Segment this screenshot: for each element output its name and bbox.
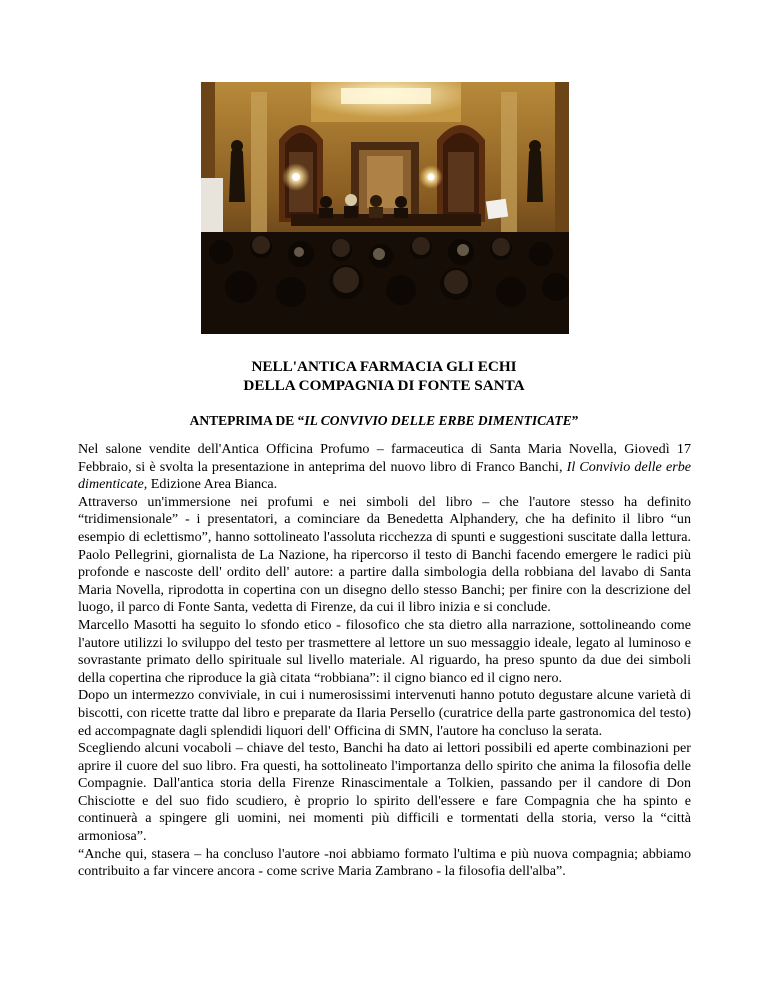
paragraph-2: Attraverso un'immersione nei profumi e nei simboli del libro – che l'autore stesso ha definito “tridimensionale” - i presentatori, a cominciare da Benedetta Alphandery, che ha definito il libro “un esempio di eclettismo”, hanno sottolineato l'assoluta ricchezza di spunti e suggestioni suscitate dalla lettura. (78, 493, 691, 545)
subtitle-prefix: ANTEPRIMA DE “ (189, 413, 305, 428)
headline-line-2: DELLA COMPAGNIA DI FONTE SANTA (243, 377, 525, 394)
paragraph-6: Scegliendo alcuni vocaboli – chiave del testo, Banchi ha dato ai lettori possibili ed aperte combinazioni per aprire il cuore del suo libro. Fra questi, ha sottolineato l'importanza dello spirito che anima la filosofia delle Compagnie. Dall'antica storia della Firenze Rinascimentale a Tolkien, passando per il candore di Don Chisciotte e del suo fido scudiero, è proprio lo spirito dell'essere e fare Compagnia che ha spinto e continuerà a spingere gli uomini, nei momenti più difficili e tormentati della storia, verso la “città armoniosa”. (78, 740, 691, 845)
headline-line-1: NELL'ANTICA FARMACIA GLI ECHI (251, 358, 517, 375)
paragraph-3: Paolo Pellegrini, giornalista de La Nazione, ha ripercorso il testo di Banchi facendo emergere le radici più profonde e nascoste dell' ordito dell' autore: a partire dalla simbologia della robbiana del lavabo di Santa Maria Novella, riprodotta in copertina con un disegno dello stesso Banchi; per finire con la descrizione del luogo, il parco di Fonte Santa, vedetta di Firenze, da cui il libro inizia e si conclude. (78, 546, 691, 616)
paragraph-7: “Anche qui, stasera – ha concluso l'autore -noi abbiamo formato l'ultima e più nuova compagnia; abbiamo contribuito a far vincere ancora - come scrive Maria Zambrano - la filosofia dell'alba”. (78, 845, 691, 880)
paragraph-4: Marcello Masotti ha seguito lo sfondo etico - filosofico che sta dietro alla narrazione, sottolineando come l'autore utilizzi lo sviluppo del testo per trasmettere al lettore un suo messaggio ideale, legato al luminoso e sovrastante primato dello spirituale sul livello materiale. Al riguardo, ha preso spunto da due dei simboli della copertina che riproduce la già citata “robbiana”: il cigno bianco ed il cigno nero. (78, 616, 691, 686)
book-title-italic: Il Convivio delle erbe dimenticate, (78, 458, 692, 493)
subtitle (0, 412, 768, 430)
paragraph-1-text: Nel salone vendite dell'Antica Officina Profumo – farmaceutica di Santa Maria Novella, Giovedì 17 Febbraio, si è svolta la presentazione in anteprima del nuovo libro di Franco Banchi, (78, 441, 691, 475)
paragraph-1-end: Edizione Area Bianca. (147, 476, 278, 493)
paragraph-5: Dopo un intermezzo conviviale, in cui i numerosissimi intervenuti hanno potuto degustare alcune varietà di biscotti, con ricette tratte dal libro e preparate da Ilaria Persello (curatrice della parte gastronomica del testo) ed accompagnate dagli splendidi liquori dell' Officina di SMN, l'autore ha concluso la serata. (78, 687, 691, 739)
subtitle-suffix: ” (571, 413, 579, 428)
subtitle-book-title: IL CONVIVIO DELLE ERBE DIMENTICATE (304, 413, 572, 428)
event-photo-illustration (201, 82, 569, 334)
paragraph-1 (78, 441, 691, 494)
article-body (78, 441, 691, 881)
event-photo (201, 82, 569, 334)
